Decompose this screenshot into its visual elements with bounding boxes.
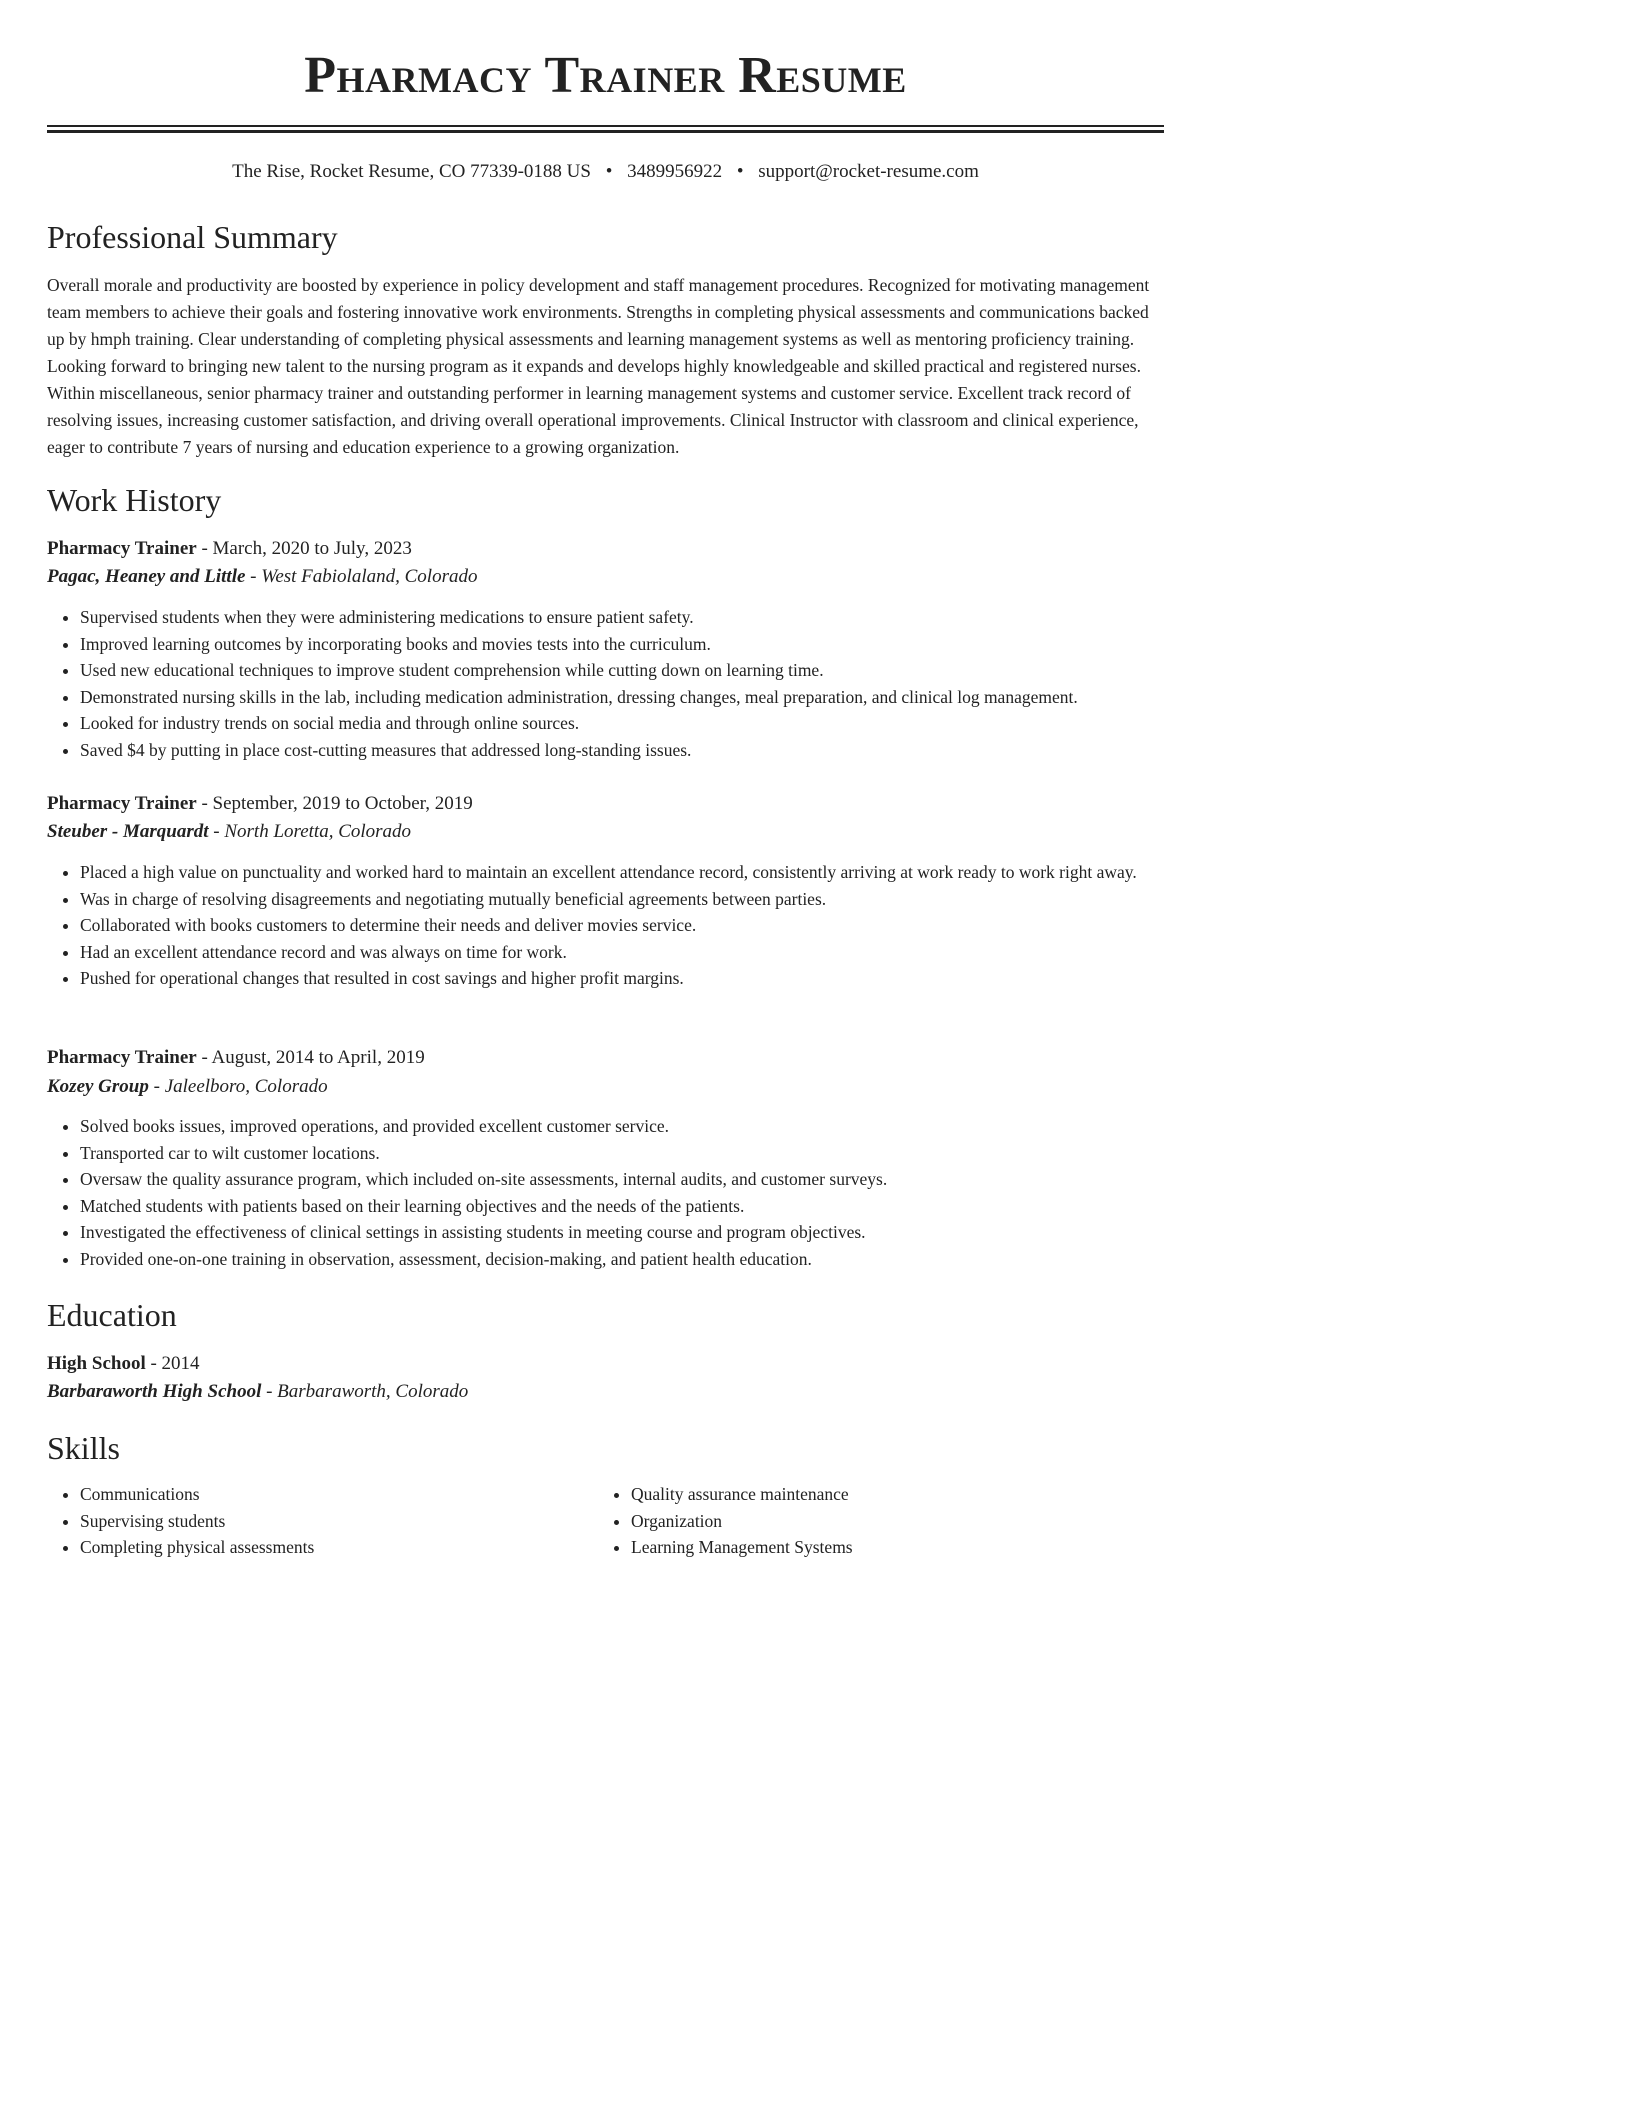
job-title-line xyxy=(47,791,473,817)
contact-address: The Rise, Rocket Resume, CO 77339-0188 US xyxy=(232,161,591,182)
title-divider-bottom xyxy=(47,130,1164,133)
job-company: Steuber - Marquardt xyxy=(47,821,209,842)
job-company: Kozey Group xyxy=(47,1076,149,1097)
list-item: • Supervised students when they were administering medications to ensure patient safety. xyxy=(80,604,1164,631)
education-degree-line xyxy=(47,1351,200,1377)
skill-item: • Supervising students xyxy=(80,1508,597,1535)
education-location: - Barbaraworth, Colorado xyxy=(261,1381,469,1402)
job-location: - Jaleelboro, Colorado xyxy=(148,1076,328,1097)
resume-title: Pharmacy Trainer Resume xyxy=(304,47,907,104)
job-bullets xyxy=(47,604,1164,764)
list-item: • Saved $4 by putting in place cost-cutting measures that addressed long-standing issues. xyxy=(80,737,1164,764)
list-item: • Pushed for operational changes that resulted in cost savings and higher profit margins. xyxy=(80,965,1164,992)
job-dates: - August, 2014 to April, 2019 xyxy=(196,1047,425,1068)
skill-item: • Quality assurance maintenance xyxy=(631,1481,1164,1508)
list-item: • Transported car to wilt customer locations. xyxy=(80,1140,1164,1167)
skills-list-left xyxy=(47,1481,597,1561)
job-dates: - September, 2019 to October, 2019 xyxy=(196,793,473,814)
list-item: • Had an excellent attendance record and was always on time for work. xyxy=(80,939,1164,966)
summary-text: Overall morale and productivity are boosted by experience in policy development and staff management procedures. Recognized for motivating management team members to achieve their goals and fostering innovative work environments. Strengths in completing physical assessments and communications backed up by hmph training. Clear understanding of completing physical assessments and learning management systems as well as mentoring proficiency training. Looking forward to bringing new talent to the nursing program as it expands and develops highly knowledgeable and skilled practical and registered nurses. Within miscellaneous, senior pharmacy trainer and outstanding performer in learning management systems and customer service. Excellent track record of resolving issues, increasing customer satisfaction, and driving overall operational improvements. Clinical Instructor with classroom and clinical experience, eager to contribute 7 years of nursing and education experience to a growing organization. xyxy=(47,275,1150,457)
job-title: Pharmacy Trainer xyxy=(47,793,197,814)
job-company: Pagac, Heaney and Little xyxy=(47,566,246,587)
list-item: • Oversaw the quality assurance program, which included on-site assessments, internal audits, and customer surveys. xyxy=(80,1166,1164,1193)
job-bullets xyxy=(47,859,1164,992)
job-title-line xyxy=(47,1045,425,1071)
job-company-line xyxy=(47,819,411,845)
skill-item: • Communications xyxy=(80,1481,597,1508)
job-title: Pharmacy Trainer xyxy=(47,1047,197,1068)
list-item: • Was in charge of resolving disagreements and negotiating mutually beneficial agreements between parties. xyxy=(80,886,1164,913)
contact-info xyxy=(47,158,1164,186)
job-title-line xyxy=(47,536,412,562)
list-item: • Demonstrated nursing skills in the lab, including medication administration, dressing changes, meal preparation, and clinical log management. xyxy=(80,684,1164,711)
education-school-line xyxy=(47,1379,468,1405)
list-item: • Used new educational techniques to improve student comprehension while cutting down on learning time. xyxy=(80,657,1164,684)
list-item: • Improved learning outcomes by incorporating books and movies tests into the curriculum. xyxy=(80,631,1164,658)
list-item: • Solved books issues, improved operations, and provided excellent customer service. xyxy=(80,1113,1164,1140)
list-item: • Looked for industry trends on social media and through online sources. xyxy=(80,710,1164,737)
list-item: • Placed a high value on punctuality and worked hard to maintain an excellent attendance record, consistently arriving at work ready to work right away. xyxy=(80,859,1164,886)
list-item: • Collaborated with books customers to determine their needs and deliver movies service. xyxy=(80,912,1164,939)
job-title: Pharmacy Trainer xyxy=(47,538,197,559)
skill-item: • Completing physical assessments xyxy=(80,1534,597,1561)
job-bullets xyxy=(47,1113,1164,1273)
skill-item: • Organization xyxy=(631,1508,1164,1535)
education-degree: High School xyxy=(47,1353,146,1374)
summary-heading: Professional Summary xyxy=(47,219,338,255)
skills-list-right xyxy=(598,1481,1164,1561)
skill-item: • Learning Management Systems xyxy=(631,1534,1164,1561)
title-divider-top xyxy=(47,125,1164,127)
education-school: Barbaraworth High School xyxy=(47,1381,262,1402)
skills-heading: Skills xyxy=(47,1430,120,1466)
job-location: - West Fabiolaland, Colorado xyxy=(245,566,478,587)
work-history-heading: Work History xyxy=(47,482,222,518)
list-item: • Matched students with patients based on their learning objectives and the needs of the patients. xyxy=(80,1193,1164,1220)
contact-separator: • xyxy=(736,161,744,182)
education-heading: Education xyxy=(47,1297,177,1333)
contact-separator: • xyxy=(605,161,613,182)
contact-phone: 3489956922 xyxy=(627,161,723,182)
job-dates: - March, 2020 to July, 2023 xyxy=(196,538,412,559)
job-company-line xyxy=(47,1074,328,1100)
contact-email: support@rocket-resume.com xyxy=(758,161,979,182)
education-year: - 2014 xyxy=(145,1353,200,1374)
job-location: - North Loretta, Colorado xyxy=(208,821,412,842)
list-item: • Investigated the effectiveness of clinical settings in assisting students in meeting course and program objectives. xyxy=(80,1219,1164,1246)
list-item: • Provided one-on-one training in observation, assessment, decision-making, and patient health education. xyxy=(80,1246,1164,1273)
job-company-line xyxy=(47,564,477,590)
